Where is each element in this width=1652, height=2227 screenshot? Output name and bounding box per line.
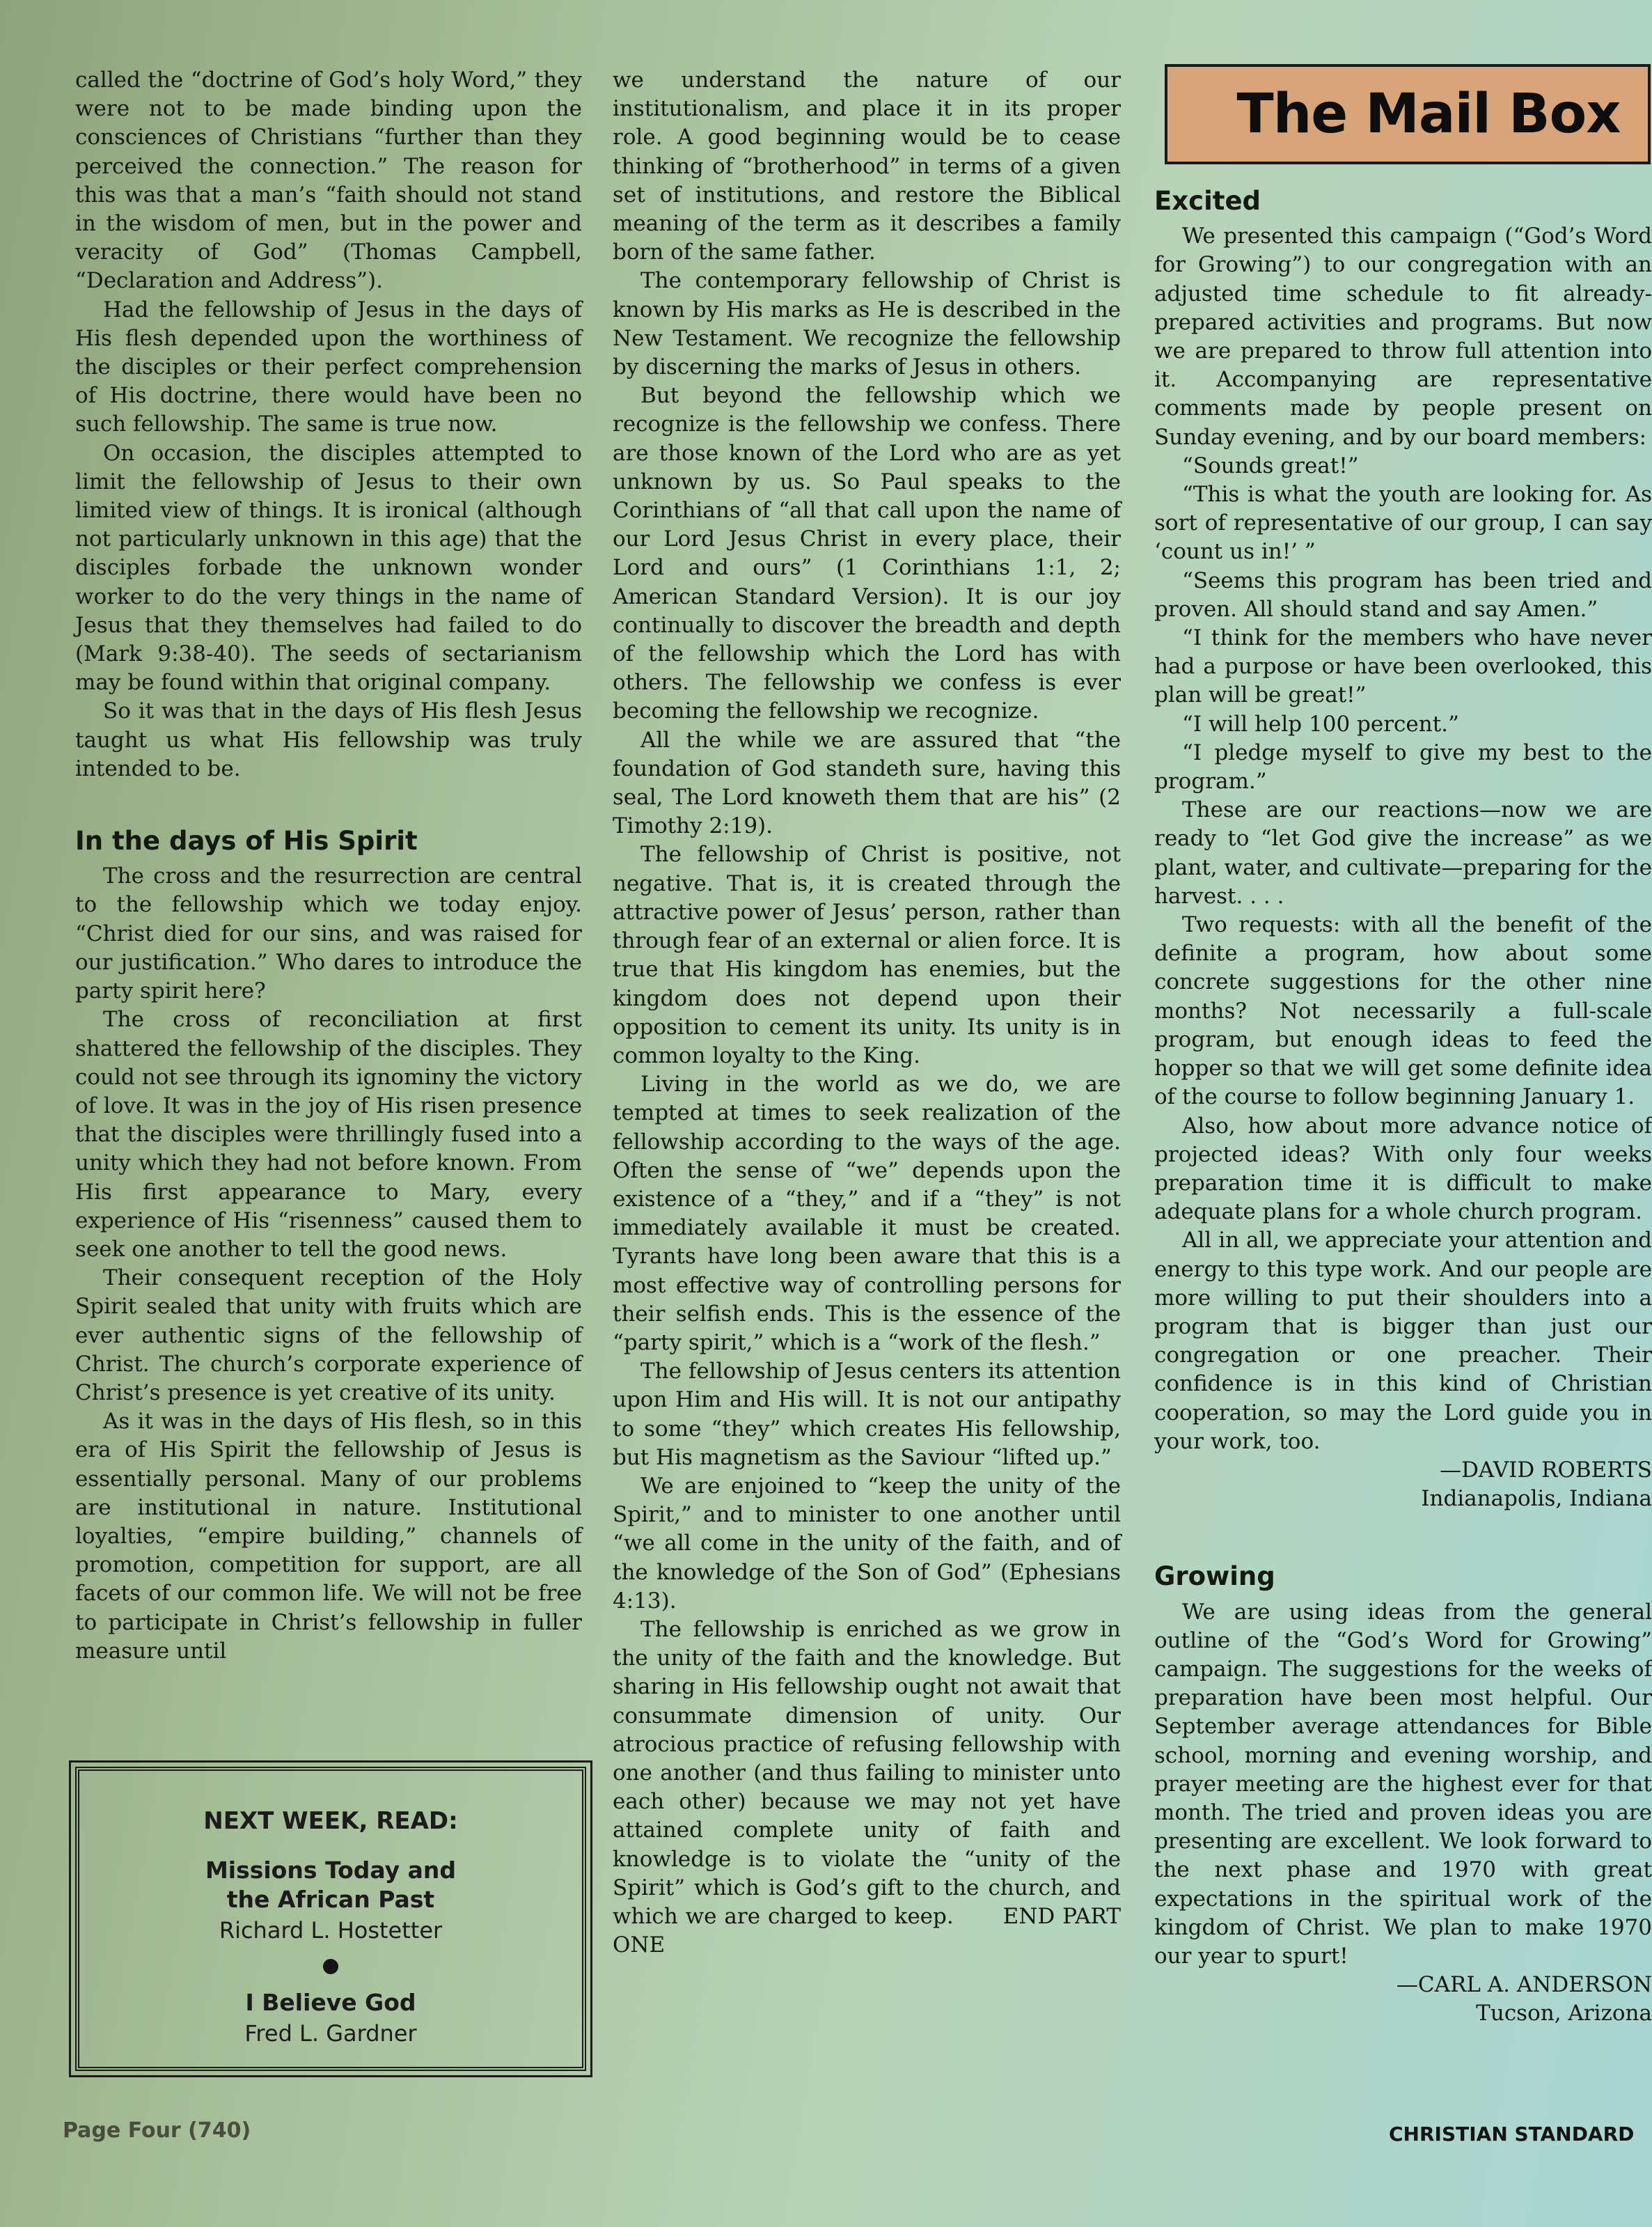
paragraph: Living in the world as we do, we are tempted at times to seek realization of the fellowship according to the ways of the age. Often the sense of “we” depends upon the existence of a “they,” and if a “they” is not immediately available it must be created. Tyrants have long been aware that this is a most effective way of controlling persons for their selfish ends. This is the essence of the “party spirit,” which is a “work of the flesh.” — [613, 1072, 1121, 1355]
quote: “I pledge myself to give my best to the program.” — [1154, 740, 1652, 795]
paragraph: Their consequent reception of the Holy Spirit sealed that unity with fruits which are ever authentic signs of the fellowship of Christ. The church’s corporate experience of Christ’s presence is yet creative of its unity. — [75, 1265, 582, 1405]
next-week-box — [75, 1767, 586, 2071]
letter-signer: —CARL A. ANDERSON — [1396, 1972, 1652, 1998]
paragraph: The contemporary fellowship of Christ is known by His marks as He is described in the New Testament. We recognize the fellowship by discerning the marks of Jesus in others. — [613, 268, 1121, 380]
quote: “I will help 100 percent.” — [1182, 711, 1459, 737]
paragraph: The fellowship of Jesus centers its attention upon Him and His will. It is not our antipathy to some “they” which creates His fellowship, but His magnetism as the Saviour “lifted up.” — [613, 1359, 1121, 1470]
quote: “Seems this program has been tried and proven. All should stand and say Amen.” — [1154, 568, 1652, 622]
paragraph: These are our reactions—now we are ready to “let God give the increase” as we plant, water, and cultivate—preparing for the harvest. . . . — [1154, 797, 1652, 909]
paragraph: On occasion, the disciples attempted to limit the fellowship of Jesus to their own limited view of things. It is ironical (although not particularly unknown in this age) that the disciples forbade the unknown wonder worker to do the very things in the name of Jesus that they themselves had failed to do (Mark 9:38-40). The seeds of sectarianism may be found within that original company. — [75, 440, 582, 696]
letter-location: Indianapolis, Indiana — [1421, 1486, 1652, 1512]
mailbox-column — [1154, 187, 1652, 2029]
paragraph: we understand the nature of our institutionalism, and place it in its proper role. A good beginning would be to cease thinking of “brotherhood” in terms of a given set of institutions, and restore the Biblical meaning of the term as it describes a family born of the same father. — [613, 68, 1121, 265]
section-heading: In the days of His Spirit — [75, 826, 418, 857]
paragraph: We are enjoined to “keep the unity of the Spirit,” and to minister to one another until “we all come in the unity of the faith, and of the knowledge of the Son of God” (Ephesians 4:13). — [613, 1473, 1121, 1613]
page-number: Page Four (740) — [63, 2118, 251, 2143]
mailbox-header — [1165, 64, 1651, 164]
bullet-dot — [323, 1959, 338, 1974]
paragraph: As it was in the days of His flesh, so in this era of His Spirit the fellowship of Jesus is essentially personal. Many of our problems are institutional in nature. Institutional loyalties, “empire building,” channels of promotion, competition for support, are all facets of our common life. We will not be free to participate in Christ’s fellowship in fuller measure until — [75, 1409, 582, 1664]
paragraph: We presented this campaign (“God’s Word for Growing”) to our congregation with an adjusted time schedule to fit already-prepared activities and programs. But now we are prepared to throw full attention into it. Accompanying are representative comments made by people present on Sunday evening, and by our board members: — [1154, 224, 1652, 450]
paragraph — [613, 1616, 1121, 1960]
next-week-heading: NEXT WEEK, READ: — [203, 1807, 458, 1835]
letter-heading: Excited — [1154, 186, 1261, 216]
paragraph-text: The fellowship is enriched as we grow in the unity of the faith and the knowledge. But sharing in His fellowship ought not await that consummate dimension of unity. Our atrocious practice of refusing fellowship with one another (and thus failing to minister unto each other) because we may not yet have attained complete unity of faith and knowledge is to violate the “unity of the Spirit” which is God’s gift to the church, and which we are charged to keep. — [613, 1616, 1121, 1929]
paragraph: We are using ideas from the general outline of the “God’s Word for Growing” campaign. The suggestions for the weeks of preparation have been most helpful. Our September average attendances for Bible school, morning and evening worship, and prayer meeting are the highest ever for that month. The tried and proven ideas you are presenting are excellent. We look forward to the next phase and 1970 with great expectations in the spiritual work of the kingdom of Christ. We plan to make 1970 our year to spurt! — [1154, 1599, 1652, 1969]
paragraph: Two requests: with all the benefit of the definite a program, how about some concrete suggestions for the other nine months? Not necessarily a full-scale program, but enough ideas to feed the hopper so that we will get some definite idea of the course to follow beginning January 1. — [1154, 912, 1652, 1110]
quote: “I think for the members who have never had a purpose or have been overlooked, this plan will be great!” — [1154, 625, 1652, 708]
paragraph: All the while we are assured that “the foundation of God standeth sure, having this seal, The Lord knoweth them that are his” (2 Timothy 2:19). — [613, 727, 1121, 839]
paragraph: called the “doctrine of God’s holy Word,” they were not to be made binding upon the consciences of Christians “further than they perceived the connection.” The reason for this was that a man’s “faith should not stand in the wisdom of men, but in the power and veracity of God” (Thomas Campbell, “Declaration and Address”). — [75, 68, 582, 294]
letter-location: Tucson, Arizona — [1476, 2001, 1652, 2026]
next-week-title: I Believe God — [245, 1989, 416, 2016]
paragraph: The fellowship of Christ is positive, not negative. That is, it is created through the attractive power of Jesus’ person, rather than through fear of an external or alien force. It is true that His kingdom has enemies, but the kingdom does not depend upon their opposition to cement its unity. Its unity is in common loyalty to the King. — [613, 842, 1121, 1068]
paragraph: Had the fellowship of Jesus in the days of His flesh depended upon the worthiness of the disciples or their perfect comprehension of His doctrine, there would have been no such fellowship. The same is true now. — [75, 297, 582, 437]
quote: “This is what the youth are looking for. As sort of representative of our group, I can say ‘count us in!’ ” — [1154, 482, 1652, 565]
end-part-label: END PART ONE — [613, 1904, 1122, 1958]
paragraph: So it was that in the days of His flesh Jesus taught us what His fellowship was truly intended to be. — [75, 698, 582, 781]
publication-name: CHRISTIAN STANDARD — [1389, 2123, 1635, 2146]
article-column-1 — [75, 66, 582, 1666]
paragraph: But beyond the fellowship which we recognize is the fellowship we confess. There are those known of the Lord who are as yet unknown by us. So Paul speaks to the Corinthians of “all that call upon the name of our Lord Jesus Christ in every place, their Lord and ours” (1 Corinthians 1:1, 2; American Standard Version). It is our joy continually to discover the breadth and depth of the fellowship which the Lord has with others. The fellowship we confess is ever becoming the fellowship we recognize. — [613, 383, 1121, 724]
next-week-author: Richard L. Hostetter — [219, 1917, 443, 1944]
paragraph: The cross and the resurrection are central to the fellowship which we today enjoy. “Christ died for our sins, and was raised for our justification.” Who dares to introduce the party spirit here? — [75, 864, 582, 1004]
next-week-title: Missions Today and the African Past — [205, 1857, 457, 1913]
paragraph: Also, how about more advance notice of projected ideas? With only four weeks preparation time it is difficult to make adequate plans for a whole church program. — [1154, 1113, 1652, 1225]
article-column-2 — [613, 66, 1121, 1960]
letter-signer: —DAVID ROBERTS — [1440, 1457, 1652, 1483]
quote: “Sounds great!” — [1182, 453, 1359, 478]
paragraph: The cross of reconciliation at first shattered the fellowship of the disciples. They could not see through its ignominy the victory of love. It was in the joy of His risen presence that the disciples were thrillingly fused into a unity which they had not before known. From His first appearance to Mary, every experience of His “risenness” caused them to seek one another to tell the good news. — [75, 1007, 582, 1262]
paragraph: All in all, we appreciate your attention and energy to this type work. And our people are more willing to put their shoulders into a program that is bigger than just our congregation or one preacher. Their confidence is in this kind of Christian cooperation, so may the Lord guide you in your work, too. — [1154, 1228, 1652, 1454]
letter-heading: Growing — [1154, 1561, 1275, 1592]
mailbox-title: The Mail Box — [1236, 83, 1621, 146]
next-week-author: Fred L. Gardner — [244, 2020, 417, 2047]
